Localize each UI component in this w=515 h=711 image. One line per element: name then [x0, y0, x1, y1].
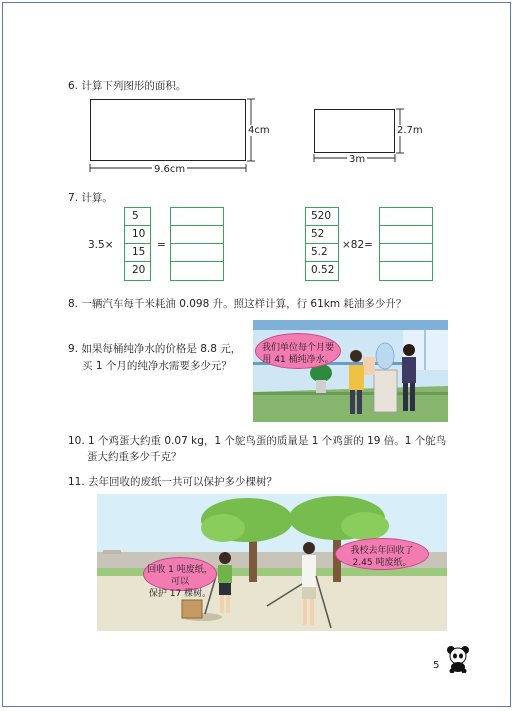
rectangle-1-height-label: 4cm	[248, 125, 270, 136]
speech-bubble-left	[143, 557, 217, 599]
bubble-line: 我校去年回收了	[350, 546, 414, 556]
answer-blank[interactable]	[380, 262, 432, 280]
answer-blank[interactable]	[171, 262, 223, 280]
multiplier-left: 3.5×	[88, 239, 114, 251]
question-11: 11. 去年回收的废纸一共可以保护多少棵树？	[68, 476, 278, 488]
answer-blank[interactable]	[380, 226, 432, 244]
question-6: 6. 计算下列图形的面积。	[68, 80, 187, 92]
question-10-line-1: 10. 1 个鸡蛋大约重 0.07 kg，1 个鸵鸟蛋的质量是 1 个鸡蛋的 19 倍。1 个鸵鸟	[68, 435, 447, 447]
answer-blank[interactable]	[171, 208, 223, 226]
question-10-line-2: 蛋大约重多少千克？	[87, 451, 182, 463]
page-number: 5	[433, 660, 440, 671]
left-value: 10	[125, 226, 150, 244]
answer-blank[interactable]	[171, 226, 223, 244]
question-9-line-2: 买 1 个月的纯净水需要多少元？	[82, 360, 232, 372]
answer-blank[interactable]	[171, 244, 223, 262]
rectangle-2-width-label: 3m	[349, 154, 366, 165]
speech-bubble-right	[335, 538, 429, 570]
question-8: 8. 一辆汽车每千米耗油 0.098 升。照这样计算，行 61km 耗油多少升？	[68, 298, 407, 310]
right-value-column	[305, 207, 339, 281]
bubble-line: 2.45 吨废纸。	[352, 558, 412, 568]
left-value: 20	[132, 264, 146, 276]
bubble-line: 我们单位每个月要	[261, 343, 334, 353]
left-value: 15	[125, 244, 150, 262]
bubble-line: 回收 1 吨废纸，可以	[147, 565, 213, 587]
multiplier-right: ×82=	[342, 239, 373, 251]
question-7: 7. 计算。	[68, 192, 113, 204]
right-value: 52	[306, 226, 338, 244]
equals-sign: =	[157, 239, 166, 251]
left-value: 5	[125, 208, 150, 226]
left-value-column	[124, 207, 151, 281]
right-answer-column	[379, 207, 433, 281]
bubble-line: 保护 17 棵树。	[148, 589, 212, 599]
question-9-line-1: 9. 如果每桶纯净水的价格是 8.8 元，	[68, 343, 242, 355]
panda-icon	[445, 645, 471, 673]
left-answer-column	[170, 207, 224, 281]
right-value: 520	[306, 208, 338, 226]
speech-bubble-water	[255, 333, 341, 369]
rectangle-2-height-label: 2.7m	[397, 125, 423, 136]
rectangle-1-width-label: 9.6cm	[154, 164, 186, 175]
answer-blank[interactable]	[380, 208, 432, 226]
right-value: 5.2	[306, 244, 338, 262]
answer-blank[interactable]	[380, 244, 432, 262]
right-value: 0.52	[311, 264, 335, 276]
bubble-line: 用 41 桶纯净水。	[262, 355, 334, 365]
